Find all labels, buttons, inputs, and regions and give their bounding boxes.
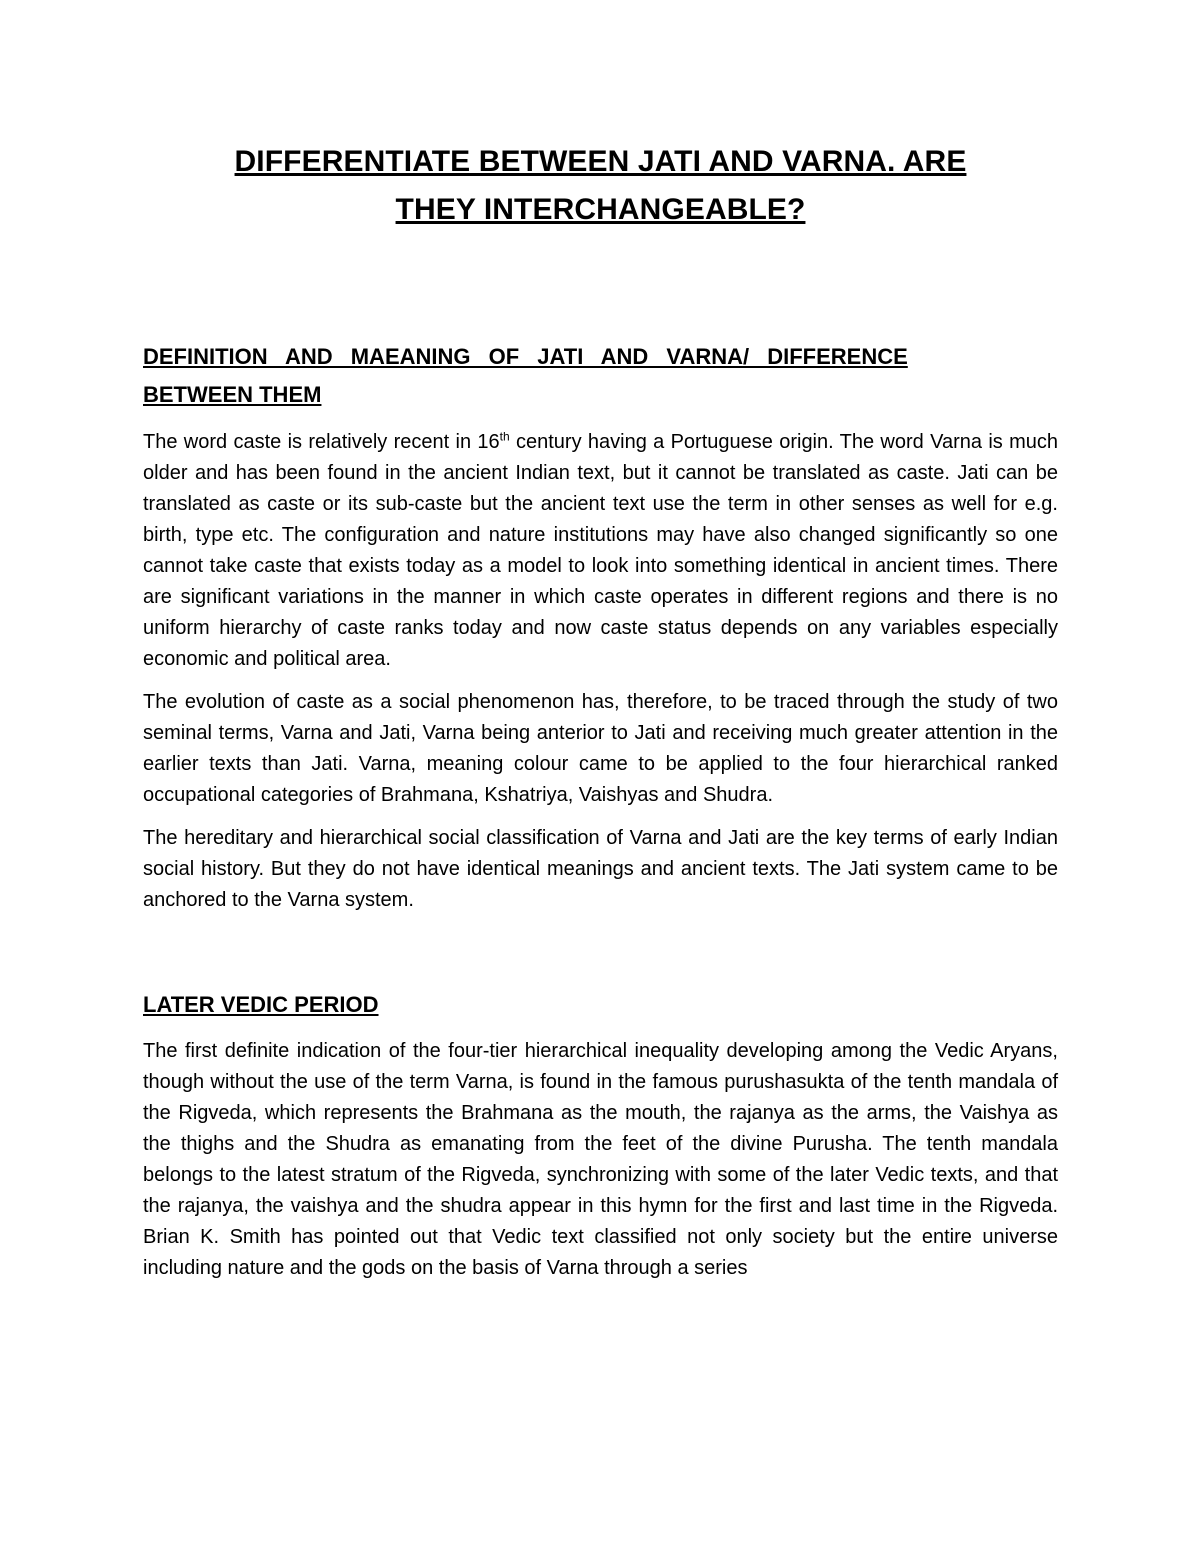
paragraph-caste-origin xyxy=(143,427,1058,675)
title-line-2: THEY INTERCHANGEABLE? xyxy=(395,193,806,226)
paragraph-text: The word caste is relatively recent in 16 xyxy=(143,431,500,453)
paragraph-purushasukta: The first definite indication of the four-tier hierarchical inequality developing among the Vedic Aryans, though without the use of the term Varna, is found in the famous purushasukta of the tenth mandala of the Rigveda, which represents the Brahmana as the mouth, the rajanya as the arms, the Vaishya as the thighs and the Shudra as emanating from the feet of the divine Purusha. The tenth mandala belongs to the latest stratum of the Rigveda, synchronizing with some of the later Vedic texts, and that the rajanya, the vaishya and the shudra appear in this hymn for the first and last time in the Rigveda. Brian K. Smith has pointed out that Vedic text classified not only society but the entire universe including nature and the gods on the basis of Varna through a series xyxy=(143,1040,1058,1279)
paragraph-evolution-of-caste: The evolution of caste as a social phenomenon has, therefore, to be traced through the study of two seminal terms, Varna and Jati, Varna being anterior to Jati and receiving much greater attention in the earlier texts than Jati. Varna, meaning colour came to be applied to the four hierarchical ranked occupational categories of Brahmana, Kshatriya, Vaishyas and Shudra. xyxy=(143,691,1058,806)
paragraph-hereditary-classification: The hereditary and hierarchical social classification of Varna and Jati are the key terms of early Indian social history. But they do not have identical meanings and ancient texts. The Jati system came to be anchored to the Varna system. xyxy=(143,827,1058,911)
title-line-1: DIFFERENTIATE BETWEEN JATI AND VARNA. ARE xyxy=(234,145,967,178)
section-heading-line-1: DEFINITION AND MAEANING OF JATI AND VARNA/ DIFFERENCE xyxy=(143,344,908,369)
section-heading-line-2: BETWEEN THEM xyxy=(143,382,322,407)
ordinal-superscript: th xyxy=(499,429,510,444)
paragraph-text: century having a Portuguese origin. The word Varna is much older and has been found in the ancient Indian text, but it cannot be translated as caste. Jati can be translated as caste or its sub-caste but the ancient text use the term in other senses as well for e.g. birth, type etc. The configuration and nature institutions may have also changed significantly so one cannot take caste that exists today as a model to look into something identical in ancient times. There are significant variations in the manner in which caste operates in different regions and there is no uniform hierarchy of caste ranks today and now caste status depends on any variables especially economic and political area. xyxy=(143,431,1058,670)
document-title xyxy=(143,138,1058,234)
section-heading-later-vedic-period: LATER VEDIC PERIOD xyxy=(143,992,379,1017)
document-page xyxy=(143,138,1058,1284)
section-heading-definition xyxy=(143,338,1058,414)
